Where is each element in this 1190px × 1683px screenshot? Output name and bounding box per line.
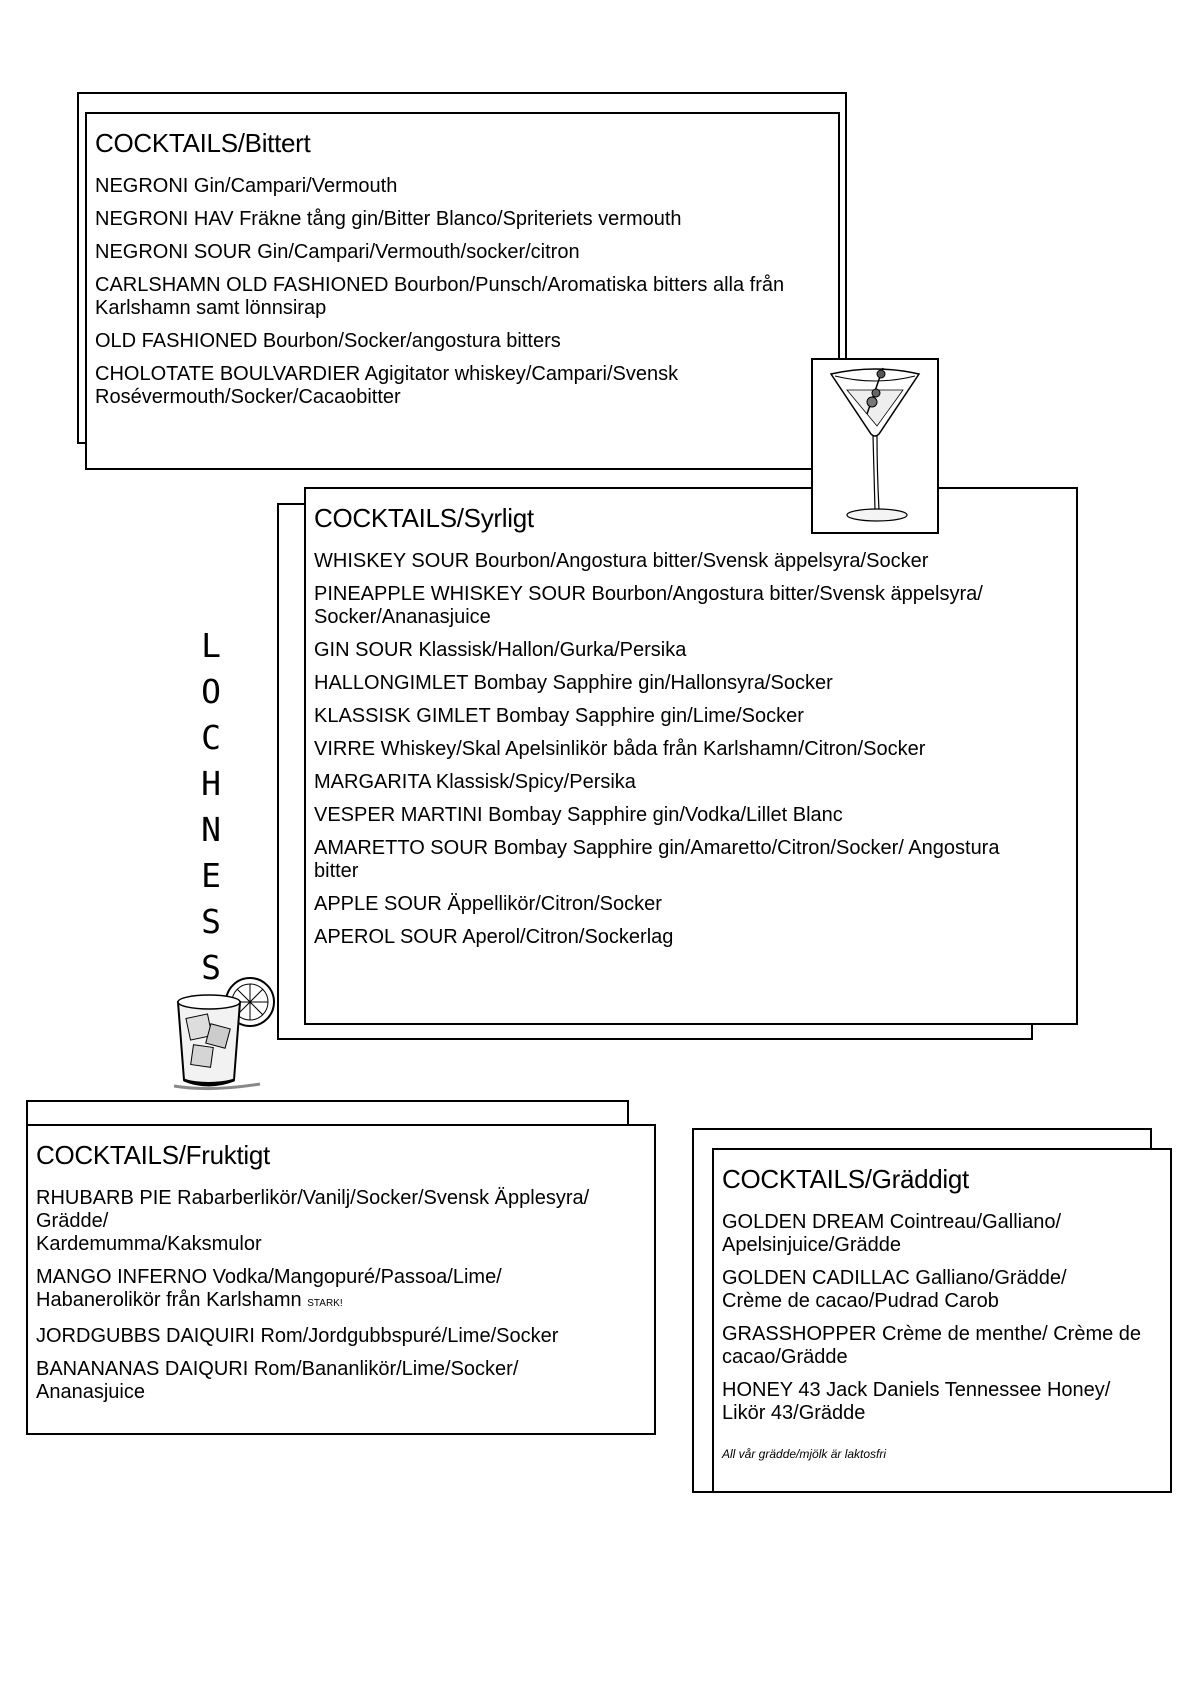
menu-item-line: RHUBARB PIE Rabarberlikör/Vanilj/Socker/Svensk Äpplesyra/ — [36, 1187, 590, 1209]
menu-item — [36, 1266, 596, 1315]
menu-item: BANANANAS DAIQURI Rom/Bananlikör/Lime/Socker/ Ananasjuice — [36, 1358, 519, 1403]
brand-vertical-lettering — [196, 623, 226, 991]
whisky-tumbler-icon — [170, 972, 280, 1092]
menu-item — [36, 1187, 646, 1256]
menu-item: KLASSISK GIMLET Bombay Sapphire gin/Lime/Socker — [314, 705, 804, 727]
brand-letter: E — [201, 856, 221, 895]
menu-item: VIRRE Whiskey/Skal Apelsinlikör båda från Karlshamn/Citron/Socker — [314, 738, 926, 760]
menu-item: APPLE SOUR Äppellikör/Citron/Socker — [314, 893, 662, 915]
menu-item: NEGRONI Gin/Campari/Vermouth — [95, 175, 398, 197]
strength-tag: STARK! — [307, 1298, 343, 1309]
menu-item: OLD FASHIONED Bourbon/Socker/angostura bitters — [95, 330, 561, 352]
menu-item: NEGRONI SOUR Gin/Campari/Vermouth/socker/citron — [95, 241, 580, 263]
syrligt-card — [304, 487, 1078, 1025]
brand-letter: N — [201, 810, 221, 849]
menu-item-text: MANGO INFERNO Vodka/Mangopuré/Passoa/Lime/ Habanerolikör från Karlshamn — [36, 1266, 502, 1311]
menu-item: PINEAPPLE WHISKEY SOUR Bourbon/Angostura bitter/Svensk äppelsyra/ Socker/Ananasjuice — [314, 583, 983, 628]
menu-item: NEGRONI HAV Fräkne tång gin/Bitter Blanco/Spriteriets vermouth — [95, 208, 682, 230]
menu-item-line: Grädde/ — [36, 1210, 109, 1232]
graddigt-title: COCKTAILS/Gräddigt — [722, 1164, 969, 1194]
fruktigt-card — [26, 1124, 656, 1435]
menu-item: CHOLOTATE BOULVARDIER Agigitator whiskey/Campari/Svensk Rosévermouth/Socker/Cacaobitter — [95, 363, 679, 408]
menu-item: GOLDEN CADILLAC Galliano/Grädde/ Crème de cacao/Pudrad Carob — [722, 1267, 1067, 1312]
fruktigt-title: COCKTAILS/Fruktigt — [36, 1140, 270, 1170]
menu-item: HONEY 43 Jack Daniels Tennessee Honey/ Likör 43/Grädde — [722, 1379, 1111, 1424]
menu-item: CARLSHAMN OLD FASHIONED Bourbon/Punsch/Aromatiska bitters alla från Karlshamn samt lönnsirap — [95, 274, 785, 319]
brand-letter: S — [201, 902, 221, 941]
menu-item: GOLDEN DREAM Cointreau/Galliano/ Apelsinjuice/Grädde — [722, 1211, 1062, 1256]
menu-item: JORDGUBBS DAIQUIRI Rom/Jordgubbspuré/Lime/Socker — [36, 1325, 559, 1347]
menu-item: AMARETTO SOUR Bombay Sapphire gin/Amaretto/Citron/Socker/ Angostura bitter — [314, 837, 1000, 882]
menu-item: APEROL SOUR Aperol/Citron/Sockerlag — [314, 926, 674, 948]
brand-letter: C — [201, 718, 221, 757]
lactose-note: All vår grädde/mjölk är laktosfri — [722, 1447, 887, 1461]
brand-letter: O — [201, 672, 221, 711]
brand-letter: L — [201, 626, 221, 665]
brand-letter: H — [201, 764, 221, 803]
martini-glass-icon — [811, 358, 939, 534]
menu-item-line: Kardemumma/Kaksmulor — [36, 1233, 262, 1255]
menu-item: WHISKEY SOUR Bourbon/Angostura bitter/Svensk äppelsyra/Socker — [314, 550, 929, 572]
syrligt-title: COCKTAILS/Syrligt — [314, 503, 534, 533]
brand-letter: S — [201, 948, 221, 987]
menu-item: GRASSHOPPER Crème de menthe/ Crème de cacao/Grädde — [722, 1323, 1142, 1368]
bittert-card — [85, 112, 840, 470]
menu-item: VESPER MARTINI Bombay Sapphire gin/Vodka/Lillet Blanc — [314, 804, 843, 826]
menu-item: MARGARITA Klassisk/Spicy/Persika — [314, 771, 636, 793]
menu-item: GIN SOUR Klassisk/Hallon/Gurka/Persika — [314, 639, 687, 661]
graddigt-card — [712, 1148, 1172, 1493]
bittert-title: COCKTAILS/Bittert — [95, 128, 311, 158]
menu-item: HALLONGIMLET Bombay Sapphire gin/Hallonsyra/Socker — [314, 672, 833, 694]
